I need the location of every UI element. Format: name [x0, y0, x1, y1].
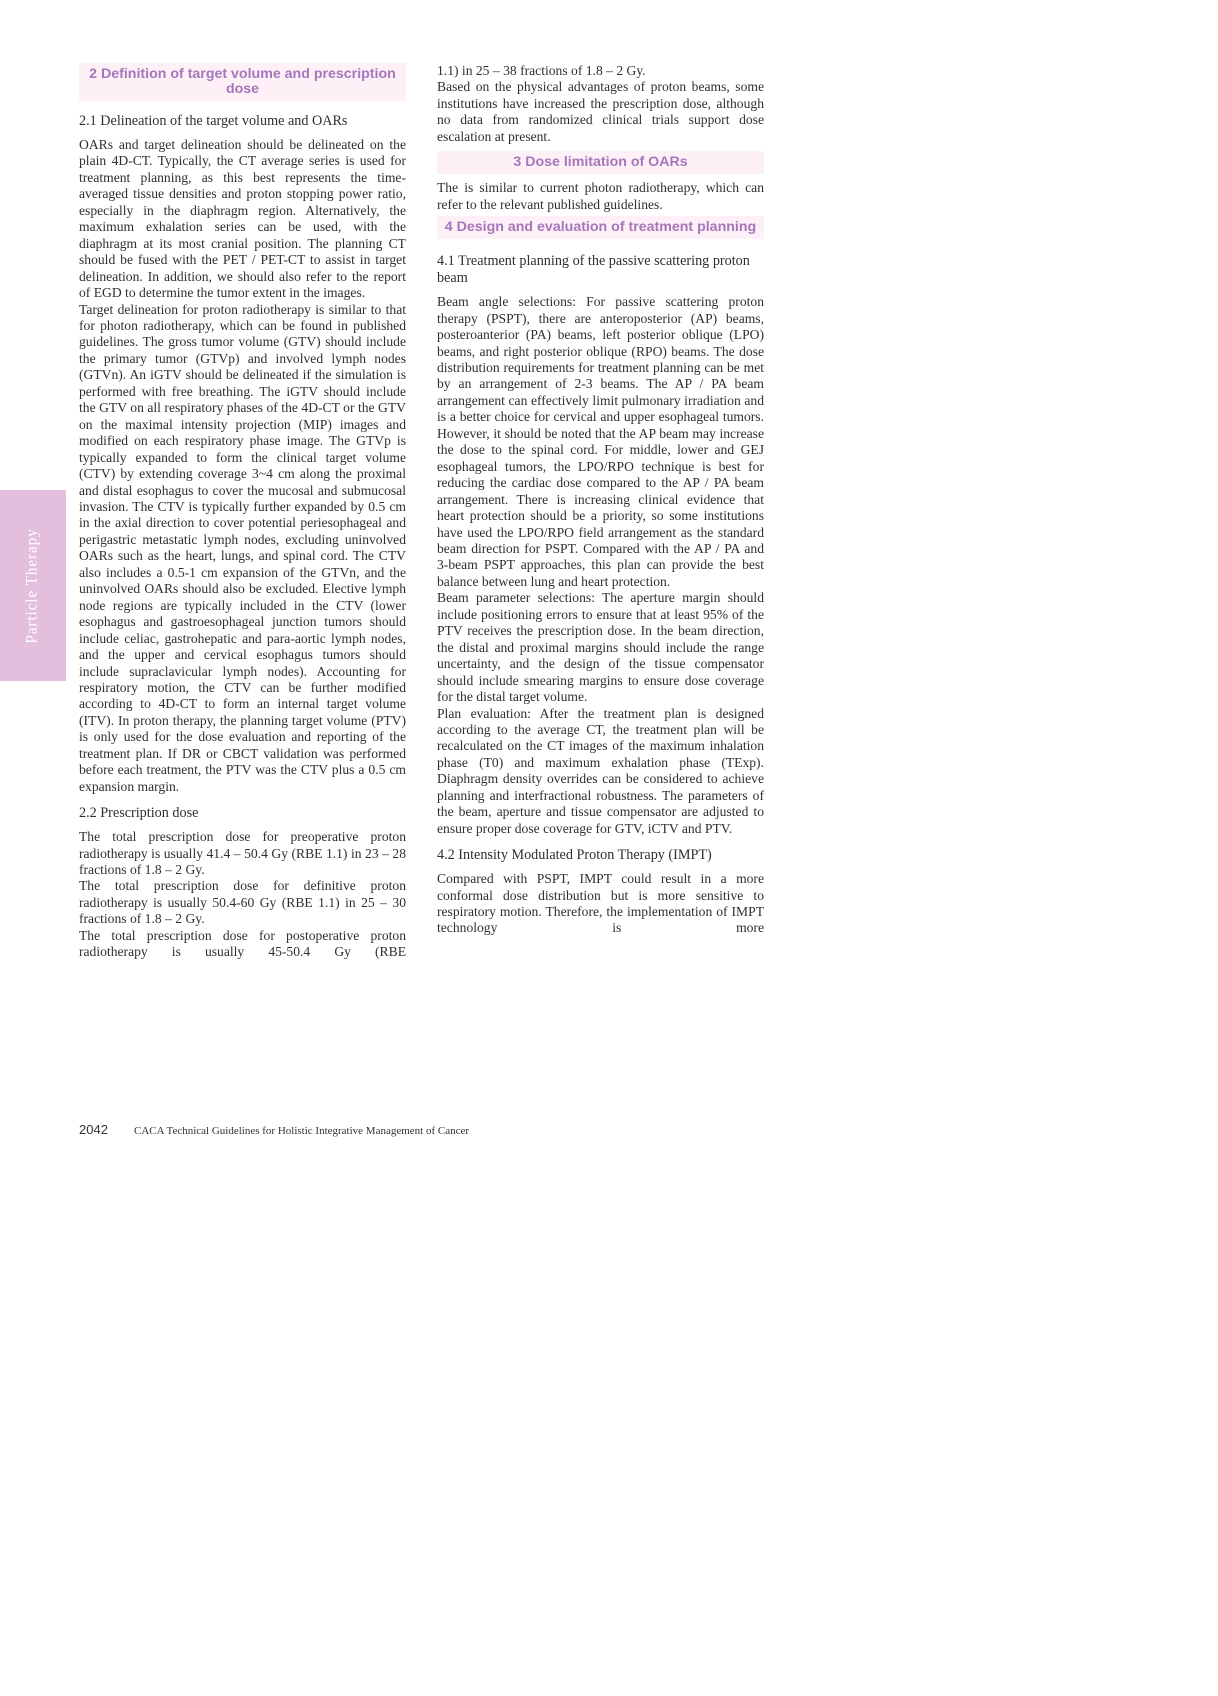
paragraph: OARs and target delineation should be delineated on the plain 4D-CT. Typically, the CT average series is used for treatment planning, as this best represents the time-averaged tissue densities and proton stopping power ratio, especially in the diaphragm region. Alternatively, the maximum exhalation series can be used, with the diaphragm at its most cranial position. The planning CT should be fused with the PET / PET-CT to assist in target delineation. In addition, we should also refer to the report of EGD to determine the tumor extent in the images. [79, 137, 406, 301]
subsection-heading-2-1: 2.1 Delineation of the target volume and OARs [79, 113, 348, 129]
subsection-heading-4-1: 4.1 Treatment planning of the passive scattering proton beam [437, 253, 750, 287]
section-heading-3: 3 Dose limitation of OARs [437, 151, 764, 174]
paragraph: The total prescription dose for definitive proton radiotherapy is usually 50.4-60 Gy (RBE 1.1) in 25 – 30 fractions of 1.8 – 2 Gy. [79, 878, 406, 927]
paragraph: Target delineation for proton radiotherapy is similar to that for photon radiotherapy, which can be found in published guidelines. The gross tumor volume (GTV) should include the primary tumor (GTVp) and involved lymph nodes (GTVn). An iGTV should be delineated if the simulation is performed with free breathing. The iGTV should include the GTV on all respiratory phases of the 4D-CT or the GTV on the maximal intensity projection (MIP) images and modified on each respiratory phase image. The GTVp is typically expanded to form the clinical target volume (CTV) by extending coverage 3~4 cm along the proximal and distal esophagus to cover the mucosal and submucosal invasion. The CTV is typically further expanded by 0.5 cm in the axial direction to cover potential periesophageal and perigastric metastatic lymph nodes, excluding uninvolved OARs such as the heart, lungs, and spinal cord. The CTV also includes a 0.5-1 cm expansion of the GTVn, and the uninvolved OARs should also be excluded. Elective lymph node regions are typically included in the CTV (lower esophagus and gastroesophageal junction tumors should include celiac, gastrohepatic and para-aortic lymph nodes, and the upper and cervical esophagus tumors should include supraclavicular lymph nodes). Accounting for respiratory motion, the CTV can be further modified according to 4D-CT to form an internal target volume (ITV). In proton therapy, the planning target volume (PTV) is only used for the dose evaluation and reporting of the treatment plan. If DR or CBCT validation was performed before each treatment, the PTV was the CTV plus a 0.5 cm expansion margin. [79, 301, 406, 794]
paragraph: The total prescription dose for preoperative proton radiotherapy is usually 41.4 – 50.4 Gy (RBE 1.1) in 23 – 28 fractions of 1.8 – 2 Gy. [79, 829, 406, 878]
page-number: 2042 [79, 1122, 108, 1137]
section-heading-4: 4 Design and evaluation of treatment planning [437, 216, 764, 239]
right-column [437, 63, 764, 937]
paragraph: 1.1) in 25 – 38 fractions of 1.8 – 2 Gy. [437, 63, 646, 78]
paragraph: Compared with PSPT, IMPT could result in a more conformal dose distribution but is more sensitive to respiratory motion. Therefore, the implementation of IMPT technology is more [437, 871, 764, 936]
side-tab-label: Particle Therapy [24, 527, 41, 644]
paragraph: The is similar to current photon radiotherapy, which can refer to the relevant published guidelines. [437, 180, 764, 212]
running-title: CACA Technical Guidelines for Holistic Integrative Management of Cancer [134, 1125, 470, 1137]
paragraph: Based on the physical advantages of proton beams, some institutions have increased the prescription dose, although no data from randomized clinical trials support dose escalation at present. [437, 79, 764, 144]
subsection-heading-4-2: 4.2 Intensity Modulated Proton Therapy (IMPT) [437, 847, 712, 864]
page-footer [79, 1122, 469, 1137]
subsection-heading-2-2: 2.2 Prescription dose [79, 805, 199, 822]
paragraph: Plan evaluation: After the treatment plan is designed according to the average CT, the treatment plan will be recalculated on the CT images of the maximum inhalation phase (T0) and maximum exhalation phase (TExp). Diaphragm density overrides can be considered to achieve planning and interfractional robustness. The parameters of the beam, aperture and tissue compensator are adjusted to ensure proper dose coverage for GTV, iCTV and PTV. [437, 705, 764, 836]
left-column [79, 63, 406, 961]
paragraph: Beam parameter selections: The aperture margin should include positioning errors to ensure that at least 95% of the PTV receives the prescription dose. In the beam direction, the distal and proximal margins should include the range uncertainty, and the design of the tissue compensator should include smearing margins to ensure dose coverage for the distal target volume. [437, 590, 764, 705]
paragraph: Beam angle selections: For passive scattering proton therapy (PSPT), there are anteroposterior (AP) beams, posteroanterior (PA) beams, left posterior oblique (LPO) beams, and right posterior oblique (RPO) beams. The dose distribution requirements for treatment planning can be met by an arrangement of 2-3 beams. The AP / PA beam arrangement can effectively limit pulmonary irradiation and is a better choice for cervical and upper esophageal tumors. However, it should be noted that the AP beam may increase the dose to the spinal cord. For middle, lower and GEJ esophageal tumors, the LPO/RPO technique is best for reducing the cardiac dose compared to the AP / PA beam arrangement. There is increasing clinical evidence that heart protection should be a priority, so some institutions have used the LPO/RPO field arrangement as the standard beam direction for PSPT. Compared with the AP / PA and 3-beam PSPT approaches, this plan can provide the best balance between lung and heart protection. [437, 294, 764, 589]
section-heading-2: 2 Definition of target volume and prescription dose [79, 63, 406, 101]
section-side-tab [0, 490, 66, 681]
paragraph: The total prescription dose for postoperative proton radiotherapy is usually 45-50.4 Gy (RBE [79, 927, 406, 960]
